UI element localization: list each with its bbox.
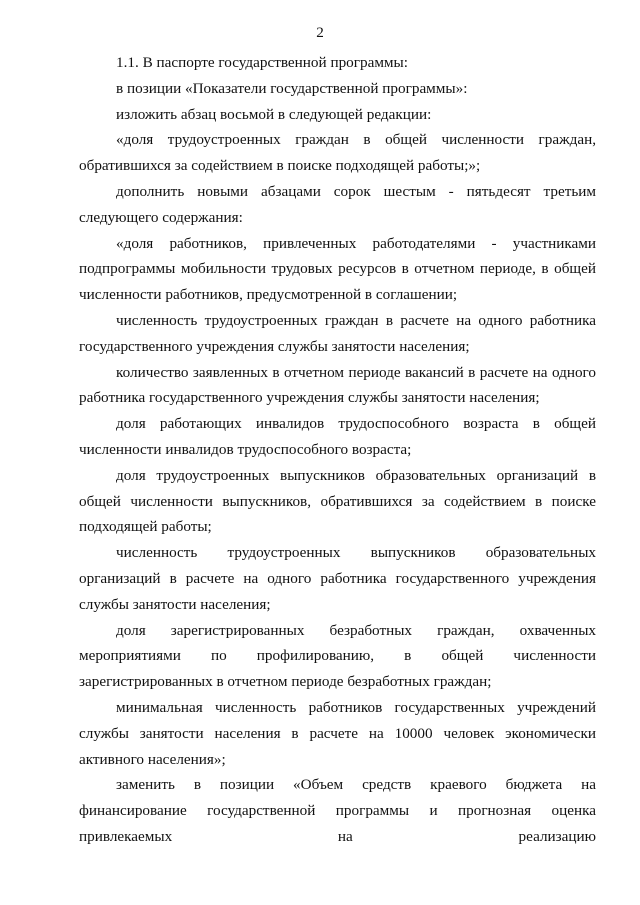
paragraph-employed-graduates-per-worker: численность трудоустроенных выпускников образовательных организаций в расчете на одного работника государственного учреждения службы занятости населения; [79, 544, 596, 613]
paragraph-item-1-1: 1.1. В паспорте государственной программы: [116, 54, 408, 71]
page-number: 2 [316, 24, 324, 41]
paragraph-indicators-position: в позиции «Показатели государственной программы»: [116, 79, 468, 97]
paragraph-employed-per-worker: численность трудоустроенных граждан в расчете на одного работника государственного учреждения службы занятости населения; [79, 311, 596, 355]
paragraph-amend-eighth: изложить абзац восьмой в следующей редакции: [116, 105, 432, 123]
paragraph-mobility-workers: «доля работников, привлеченных работодателями - участниками подпрограммы мобильности трудовых ресурсов в отчетном периоде, в общей численности работников, предусмотренной в соглашении; [79, 234, 596, 304]
paragraph-profiling-share: доля зарегистрированных безработных граждан, охваченных мероприятиями по профилированию, в общей численности зарегистрированных в отчетном периоде безработных граждан; [79, 621, 596, 691]
paragraph-vacancies-per-worker: количество заявленных в отчетном периоде вакансий в расчете на одного работника государственного учреждения службы занятости населения; [79, 363, 596, 407]
paragraph-replace-budget-position: заменить в позиции «Объем средств краевого бюджета на финансирование государственной программы и прогнозная оценка привлекаемых на реализацию [79, 776, 596, 845]
paragraph-add-new-abzacy: дополнить новыми абзацами сорок шестым - пятьдесят третьим следующего содержания: [79, 182, 596, 226]
paragraph-employed-graduates-share: доля трудоустроенных выпускников образовательных организаций в общей численности выпускников, обратившихся за содействием в поиске подходящей работы; [79, 466, 596, 536]
paragraph-working-disabled: доля работающих инвалидов трудоспособного возраста в общей численности инвалидов трудоспособного возраста; [79, 415, 596, 458]
paragraph-quote-employed-share: «доля трудоустроенных граждан в общей численности граждан, обратившихся за содействием в поиске подходящей работы;»; [79, 131, 596, 175]
paragraph-min-staff: минимальная численность работников государственных учреждений службы занятости населения в расчете на 10000 человек экономически активного населения»; [79, 698, 596, 768]
document-body [79, 50, 596, 850]
